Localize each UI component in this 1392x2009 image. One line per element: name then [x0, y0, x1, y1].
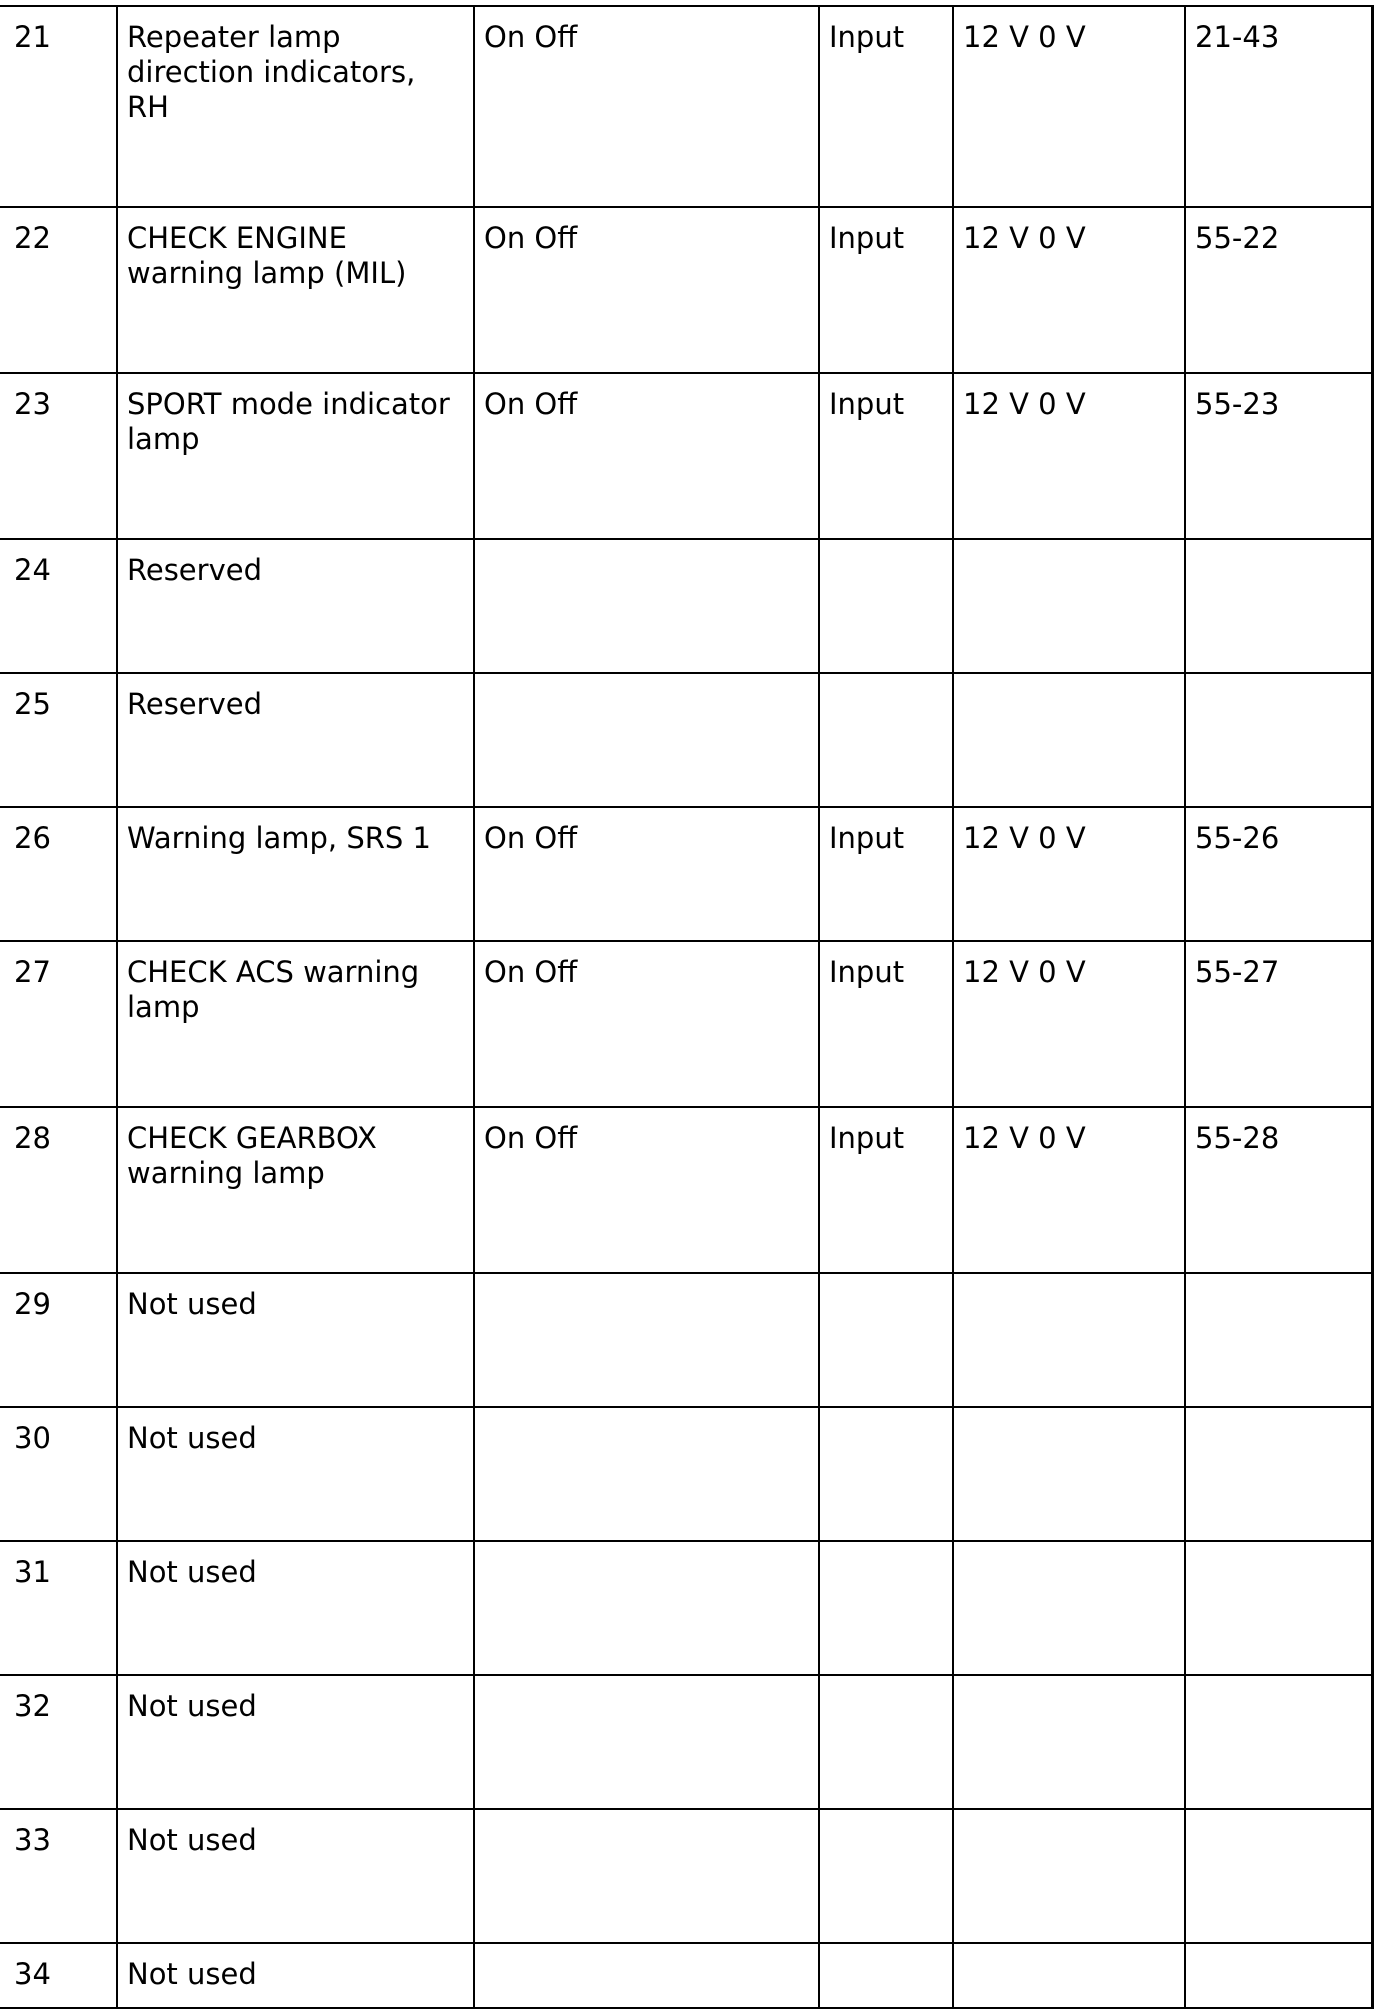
- pin-voltage: [953, 1809, 1185, 1943]
- pin-state: [474, 1407, 819, 1541]
- pin-type: [819, 1541, 953, 1675]
- pin-state: On Off: [474, 941, 819, 1107]
- pin-voltage: 12 V 0 V: [953, 941, 1185, 1107]
- pin-type: Input: [819, 807, 953, 941]
- pin-description: CHECK GEARBOX warning lamp: [117, 1107, 474, 1273]
- pin-type: [819, 539, 953, 673]
- pin-number: 23: [0, 373, 117, 539]
- pin-state: On Off: [474, 6, 819, 207]
- table-row: [0, 539, 1372, 673]
- table-row: [0, 1675, 1372, 1809]
- table-row: [0, 1407, 1372, 1541]
- pin-state: On Off: [474, 207, 819, 373]
- pin-number: 24: [0, 539, 117, 673]
- pin-state: [474, 1809, 819, 1943]
- pin-description: Not used: [117, 1407, 474, 1541]
- pin-number: 28: [0, 1107, 117, 1273]
- pin-type: Input: [819, 373, 953, 539]
- pin-reference: 55-23: [1185, 373, 1372, 539]
- table-row: [0, 673, 1372, 807]
- pin-state: [474, 1541, 819, 1675]
- pin-number: 30: [0, 1407, 117, 1541]
- pin-state: [474, 1273, 819, 1407]
- table-row: [0, 207, 1372, 373]
- pin-reference: [1185, 1541, 1372, 1675]
- pin-voltage: 12 V 0 V: [953, 6, 1185, 207]
- pin-reference: [1185, 1943, 1372, 2008]
- pin-reference: 21-43: [1185, 6, 1372, 207]
- pin-reference: 55-22: [1185, 207, 1372, 373]
- pin-number: 32: [0, 1675, 117, 1809]
- pin-number: 31: [0, 1541, 117, 1675]
- pin-description: Repeater lamp direction indicators, RH: [117, 6, 474, 207]
- pin-voltage: [953, 673, 1185, 807]
- table-row: [0, 373, 1372, 539]
- pin-state: On Off: [474, 373, 819, 539]
- table-row: [0, 1107, 1372, 1273]
- table-row: [0, 6, 1372, 207]
- pin-type: [819, 673, 953, 807]
- pin-type: Input: [819, 207, 953, 373]
- pin-state: [474, 539, 819, 673]
- pin-type: [819, 1273, 953, 1407]
- pin-number: 25: [0, 673, 117, 807]
- pin-description: Reserved: [117, 673, 474, 807]
- pin-number: 22: [0, 207, 117, 373]
- pin-type: Input: [819, 1107, 953, 1273]
- pin-voltage: [953, 1407, 1185, 1541]
- pin-reference: [1185, 673, 1372, 807]
- pin-description: Reserved: [117, 539, 474, 673]
- pin-reference: [1185, 1675, 1372, 1809]
- pin-reference: [1185, 539, 1372, 673]
- pin-voltage: 12 V 0 V: [953, 807, 1185, 941]
- table-row: [0, 807, 1372, 941]
- pin-description: Not used: [117, 1541, 474, 1675]
- table-row: [0, 1273, 1372, 1407]
- pin-state: On Off: [474, 807, 819, 941]
- pin-type: [819, 1407, 953, 1541]
- table-row: [0, 1943, 1372, 2008]
- pin-description: Not used: [117, 1675, 474, 1809]
- pin-reference: [1185, 1273, 1372, 1407]
- pin-number: 27: [0, 941, 117, 1107]
- pin-voltage: [953, 1273, 1185, 1407]
- pin-reference: 55-26: [1185, 807, 1372, 941]
- pin-number: 29: [0, 1273, 117, 1407]
- pin-number: 34: [0, 1943, 117, 2008]
- pin-type: Input: [819, 6, 953, 207]
- table-row: [0, 1809, 1372, 1943]
- pin-voltage: [953, 539, 1185, 673]
- pin-description: Not used: [117, 1809, 474, 1943]
- pin-voltage: [953, 1943, 1185, 2008]
- pin-state: [474, 1675, 819, 1809]
- pin-voltage: 12 V 0 V: [953, 207, 1185, 373]
- pin-description: Not used: [117, 1943, 474, 2008]
- pin-reference: [1185, 1809, 1372, 1943]
- pin-description: CHECK ENGINE warning lamp (MIL): [117, 207, 474, 373]
- pin-type: [819, 1943, 953, 2008]
- pin-reference: 55-27: [1185, 941, 1372, 1107]
- pin-description: SPORT mode indicator lamp: [117, 373, 474, 539]
- pin-number: 21: [0, 6, 117, 207]
- pin-voltage: [953, 1675, 1185, 1809]
- pin-number: 33: [0, 1809, 117, 1943]
- pin-reference: [1185, 1407, 1372, 1541]
- pin-type: Input: [819, 941, 953, 1107]
- pin-description: CHECK ACS warning lamp: [117, 941, 474, 1107]
- table-row: [0, 1541, 1372, 1675]
- pin-reference: 55-28: [1185, 1107, 1372, 1273]
- pin-voltage: [953, 1541, 1185, 1675]
- pin-type: [819, 1675, 953, 1809]
- table-row: [0, 941, 1372, 1107]
- pin-assignment-table: [0, 5, 1374, 2009]
- pin-voltage: 12 V 0 V: [953, 1107, 1185, 1273]
- pin-state: [474, 1943, 819, 2008]
- pin-number: 26: [0, 807, 117, 941]
- pin-type: [819, 1809, 953, 1943]
- pin-voltage: 12 V 0 V: [953, 373, 1185, 539]
- pin-description: Not used: [117, 1273, 474, 1407]
- pin-state: [474, 673, 819, 807]
- pin-description: Warning lamp, SRS 1: [117, 807, 474, 941]
- pin-state: On Off: [474, 1107, 819, 1273]
